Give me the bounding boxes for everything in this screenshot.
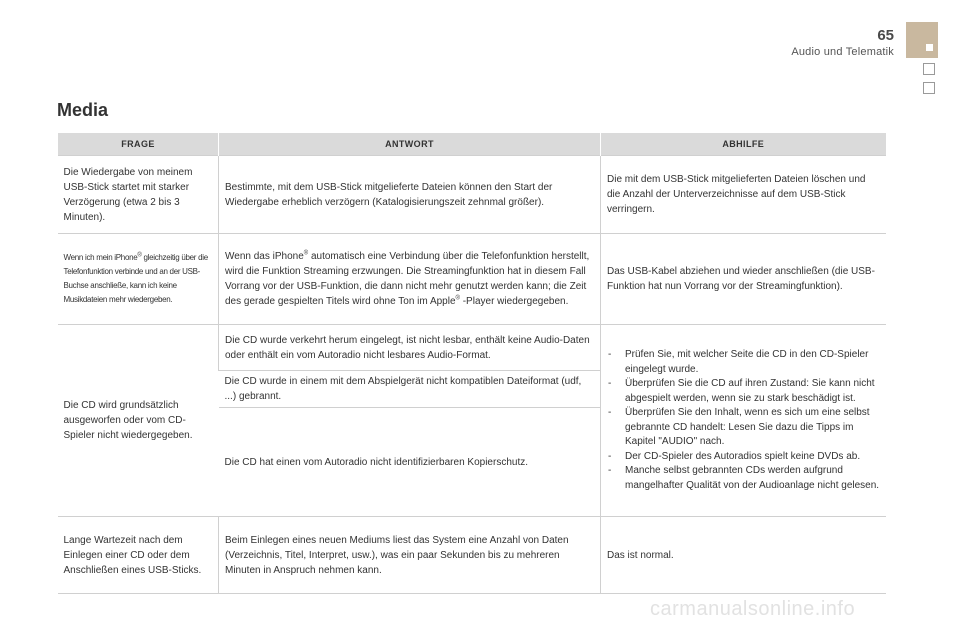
answer-cell: Die CD wurde in einem mit dem Abspielgerät nicht kompatiblen Dateiformat (udf, ...) gebrannt. <box>219 371 601 408</box>
list-item: - Überprüfen Sie die CD auf ihren Zustand: Sie kann nicht abgespielt werden, wenn sie zu stark beschädigt ist. <box>607 377 880 406</box>
answer-cell: Die CD hat einen vom Autoradio nicht identifizierbaren Kopierschutz. <box>219 408 601 517</box>
answer-cell: Wenn das iPhone® automatisch eine Verbindung über die Telefonfunktion herstellt, wird die Funktion Streaming erzwungen. Die Streamingfunktion hat in diesem Fall Vorrang vor der USB-Funktion, die dann nicht mehr genutzt werden kann; die Zeit des gerade gespielten Titels wird ohne Ton im Apple® -Player wiedergegeben. <box>219 234 601 325</box>
header-abhilfe: ABHILFE <box>601 133 886 156</box>
faq-table <box>57 133 886 594</box>
chapter-square-1 <box>923 63 935 75</box>
section-title: Audio und Telematik <box>791 46 894 58</box>
watermark: carmanualsonline.info <box>650 598 856 620</box>
answer-cell: Bestimmte, mit dem USB-Stick mitgelieferte Dateien können den Start der Wiedergabe erheblich verzögern (Katalogisierungszeit zehnmal größer). <box>219 156 601 234</box>
chapter-tab <box>906 22 938 58</box>
list-item: - Prüfen Sie, mit welcher Seite die CD in den CD-Spieler eingelegt wurde. <box>607 348 880 377</box>
list-item: - Der CD-Spieler des Autoradios spielt keine DVDs ab. <box>607 450 880 465</box>
solution-list <box>607 348 880 493</box>
list-item: - Manche selbst gebrannten CDs werden aufgrund mangelhafter Qualität von der Audioanlage nicht gelesen. <box>607 464 880 493</box>
solution-cell: Die mit dem USB-Stick mitgelieferten Dateien löschen und die Anzahl der Unterverzeichnisse auf dem USB-Stick verringern. <box>601 156 886 234</box>
table-header-row <box>58 133 886 156</box>
chapter-square-2 <box>923 82 935 94</box>
answer-cell: Die CD wurde verkehrt herum eingelegt, ist nicht lesbar, enthält keine Audio-Daten oder enthält ein vom Autoradio nicht lesbares Audio-Format. <box>219 325 601 371</box>
page-number: 65 <box>877 27 894 44</box>
answer-cell: Beim Einlegen eines neuen Mediums liest das System eine Anzahl von Daten (Verzeichnis, Titel, Interpret, usw.), was ein paar Sekunden bis zu mehreren Minuten in Anspruch nehmen kann. <box>219 517 601 594</box>
solution-cell <box>601 325 886 517</box>
question-cell: Die CD wird grundsätzlich ausgeworfen oder vom CD-Spieler nicht wiedergegeben. <box>58 325 219 517</box>
question-cell: Die Wiedergabe von meinem USB-Stick startet mit starker Verzögerung (etwa 2 bis 3 Minuten). <box>58 156 219 234</box>
table-row <box>58 325 886 371</box>
table-row <box>58 234 886 325</box>
header-antwort: ANTWORT <box>219 133 601 156</box>
chapter-tab-marker <box>926 44 933 51</box>
table-row <box>58 517 886 594</box>
header-frage: FRAGE <box>58 133 219 156</box>
question-cell: Wenn ich mein iPhone® gleichzeitig über die Telefonfunktion verbinde und an der USB-Buchse anschließe, kann ich keine Musikdateien mehr wiedergeben. <box>58 234 219 325</box>
table-row <box>58 156 886 234</box>
page-title: Media <box>57 100 109 120</box>
list-item: - Überprüfen Sie den Inhalt, wenn es sich um eine selbst gebrannte CD handelt: Lesen Sie dazu die Tipps im Kapitel "AUDIO" nach. <box>607 406 880 450</box>
solution-cell: Das USB-Kabel abziehen und wieder anschließen (die USB-Funktion hat nun Vorrang vor der Streamingfunktion). <box>601 234 886 325</box>
question-cell: Lange Wartezeit nach dem Einlegen einer CD oder dem Anschließen eines USB-Sticks. <box>58 517 219 594</box>
solution-cell: Das ist normal. <box>601 517 886 594</box>
